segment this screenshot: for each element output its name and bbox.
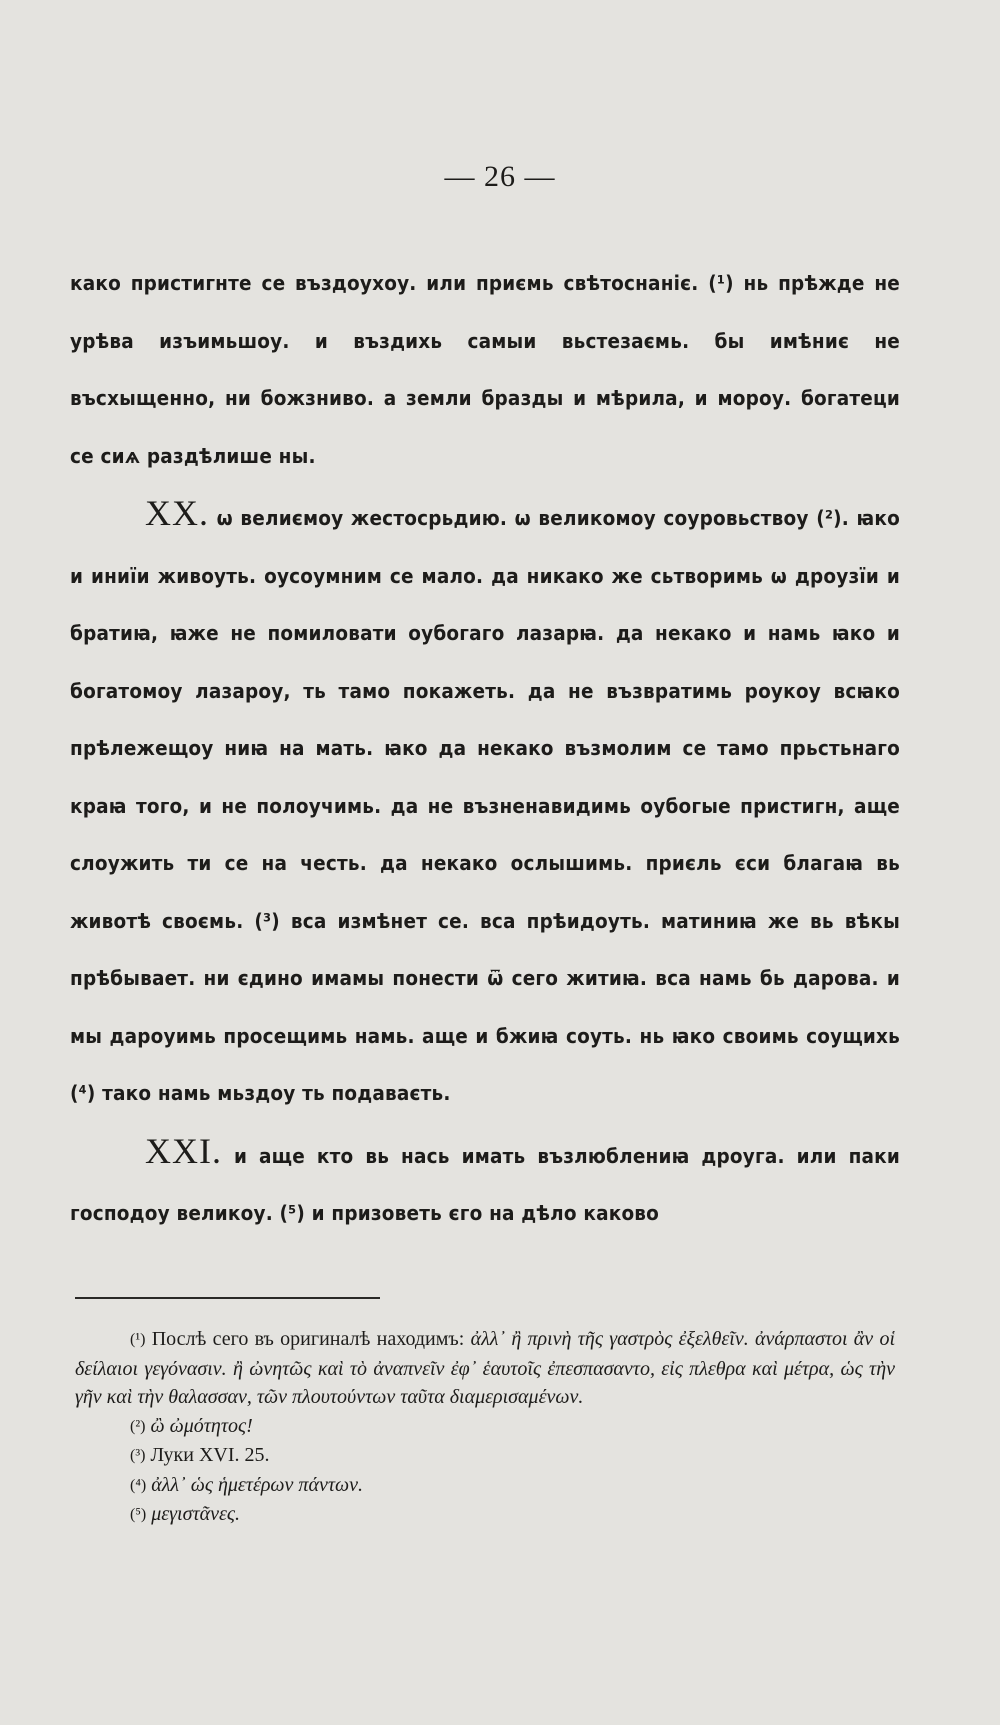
footnote-lead: Луки XVI. 25. [150, 1444, 270, 1466]
page-number: — 26 — [444, 160, 556, 193]
section-number: XXI. [145, 1130, 222, 1171]
footnote-2 [75, 1412, 895, 1442]
footnote-5 [75, 1500, 895, 1530]
paragraph-continuation [70, 255, 900, 485]
paragraph-section-xx [70, 485, 900, 1123]
footnote-label: (³) [130, 1447, 146, 1464]
paragraph-text: ѡ велиємоу жестосрьдию. ѡ великомоу соуровьствоу (²). ꙗко и иниїи живоуть. оусоумним се мало. да никако же сьтворимь ѡ дроузїи и братиꙗ, ꙗже не помиловати оубогаго лазарꙗ. да некако и намь ꙗко и богатомоу лазароу, ть тамо покажеть. да не възвратимь роукоу всꙗко прѣлежещоу ниꙗ на мать. ꙗко да некако възмолим се тамо прьстьнаго краꙗ того, и не полоучимь. да не възненавидимь оубогые пристигн, аще слоужить ти се на честь. да некако ослышимь. приєль єси благаꙗ вь животѣ своємь. (³) вса измѣнет се. вса прѣидоуть. матиниꙗ же вь вѣкы прѣбывает. ни єдино имамы понести ѿ сего житиꙗ. вса намь бь дарова. и мы дароуимь просещимь намь. аще и бжиꙗ соуть. нь ꙗко своимь соущихь (⁴) тако намь мьздоу ть подаваєть. [70, 506, 900, 1105]
footnote-4 [75, 1471, 895, 1501]
footnote-label: (¹) [130, 1331, 146, 1348]
footnote-1 [75, 1325, 895, 1412]
footnote-greek: μεγιστᾶνες. [151, 1503, 240, 1525]
main-text [70, 255, 900, 1243]
footnote-greek: ἀλλ᾽ ὡς ἡμετέρων πάντων. [151, 1473, 363, 1496]
paragraph-text: како пристигнте се въздоухоу. или приємь свѣтоснаніє. (¹) нь прѣжде не урѣва изъимьшоу. и въздихь самыи вьстезаємь. бы имѣниє не въсхыщенно, ни божзниво. а земли бразды и мѣрила, и мороу. богатеци се сиѧ раздѣлише ны. [70, 271, 900, 468]
footnote-label: (²) [130, 1417, 146, 1435]
footnote-lead: Послѣ сего въ оригиналѣ находимъ: [151, 1328, 465, 1350]
footnotes [75, 1325, 895, 1530]
section-number: XX. [145, 493, 209, 533]
footnote-3 [75, 1441, 895, 1471]
footnote-greek: ἀλλ᾽ ἢ πρινὴ τῆς γαστρὸς ἐξελθεῖν. ἀνάρπαστοι ἂν οἱ δείλαιοι γεγόνασιν. ἢ ὠνητῶς καὶ τὸ ἀναπνεῖν ἐφ᾽ ἑαυτοῖς ἐπεσπασαντο, εἰς πλεθρα καὶ μέτρα, ὡς τὴν γῆν καὶ τὴν θαλασσαν, τῶν πλουτούντων ταῦτα διαμερισαμένων. [75, 1328, 896, 1408]
paragraph-section-xxi [70, 1123, 900, 1243]
footnote-label: (⁵) [130, 1506, 147, 1523]
paragraph-text: и аще кто вь нась имать възлюблениꙗ дроуга. или паки господоу великоу. (⁵) и призоветь єго на дѣло каково [70, 1143, 901, 1225]
footnote-label: (⁴) [130, 1476, 147, 1494]
footnote-greek: ὢ ὠμότητος! [150, 1414, 253, 1437]
footnote-separator [75, 1297, 380, 1299]
